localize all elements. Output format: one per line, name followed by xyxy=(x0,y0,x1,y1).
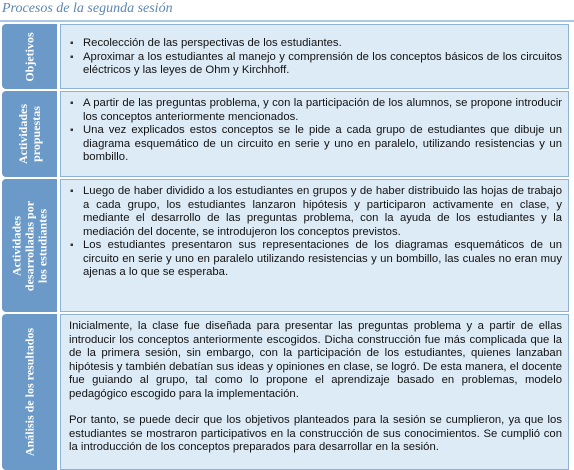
list-item: ▪ Una vez explicados estos conceptos se le pide a cada grupo de estudiantes que dibuje un diagrama esquemático de un circuito en serie y uno en paralelo, utilizando resistencias y un bombillo. xyxy=(69,124,562,165)
row-actividades-desarrolladas xyxy=(2,179,569,312)
row-content-analisis-resultados xyxy=(60,314,569,470)
row-header-label: desarrolladas por xyxy=(22,200,36,291)
row-content-actividades-desarrolladas xyxy=(60,179,569,312)
row-header-label: Actividades xyxy=(9,215,23,276)
row-header-label: Objetivos xyxy=(22,31,36,82)
bullet-list xyxy=(69,37,562,78)
row-actividades-propuestas xyxy=(2,91,569,177)
analysis-paragraph: Por tanto, se puede decir que los objetivos planteados para la sesión se cumplieron, ya que los estudiantes se mostraron participativos en la construcción de sus conocimientos. Se cumplió con la introducción de los conceptos preparados para desarrollar en la sesión. xyxy=(69,414,562,453)
row-header-label: Actividades xyxy=(15,104,30,164)
row-header-label: los estudiantes xyxy=(35,208,49,283)
row-content-actividades-propuestas xyxy=(60,91,569,177)
list-item: ▪ Los estudiantes presentaron sus representaciones de los diagramas esquemáticos de un circuito en serie y uno en paralelo utilizando resistencias y un bombillo, las cuales no eran muy ajenas a lo que se esperaba. xyxy=(69,239,562,280)
list-item: ▪ Aproximar a los estudiantes al manejo y comprensión de los conceptos básicos de los circuitos eléctricos y las leyes de Ohm y Kirchhoff. xyxy=(69,51,562,78)
row-header-analisis-resultados xyxy=(2,314,57,470)
list-item: ▪ A partir de las preguntas problema, y con la participación de los alumnos, se propone introducir los conceptos anteriormente mencionados. xyxy=(69,97,562,124)
analysis-paragraph: Inicialmente, la clase fue diseñada para presentar las preguntas problema y a partir de ellas introducir los conceptos anteriormente escogidos. Dicha construcción fue más complicada que la de la primera sesión, sin embargo, con la participación de los estudiantes, quienes lanzaban hipótesis y también debatían sus ideas y opiniones en clase, se logró. De esta manera, el docente fue guiando al grupo, tal como lo propone el aprendizaje basado en problemas, modelo pedagógico escogido para la implementación. xyxy=(69,320,562,400)
page-title: Procesos de la segunda sesión xyxy=(2,1,173,16)
bullet-list xyxy=(69,97,562,165)
row-header-actividades-propuestas xyxy=(2,91,57,177)
title-divider xyxy=(0,20,574,22)
row-header-label: propuestas xyxy=(28,106,43,162)
list-item: ▪ Luego de haber dividido a los estudiantes en grupos y de haber distribuido las hojas de trabajo a cada grupo, los estudiantes lanzaron hipótesis y participaron activamente en clase, y mediante el desarrollo de las preguntas problema, con la ayuda de los estudiantes y la mediación del docente, se introdujeron los conceptos previstos. xyxy=(69,185,562,239)
row-objetivos xyxy=(2,24,569,89)
row-header-label: Análisis de los resultados xyxy=(22,327,36,457)
row-header-objetivos xyxy=(2,24,57,89)
row-content-objetivos xyxy=(60,24,569,89)
bullet-list xyxy=(69,185,562,280)
list-item: ▪ Recolección de las perspectivas de los estudiantes. xyxy=(69,37,562,51)
row-header-actividades-desarrolladas xyxy=(2,179,57,312)
row-analisis-resultados xyxy=(2,314,569,470)
